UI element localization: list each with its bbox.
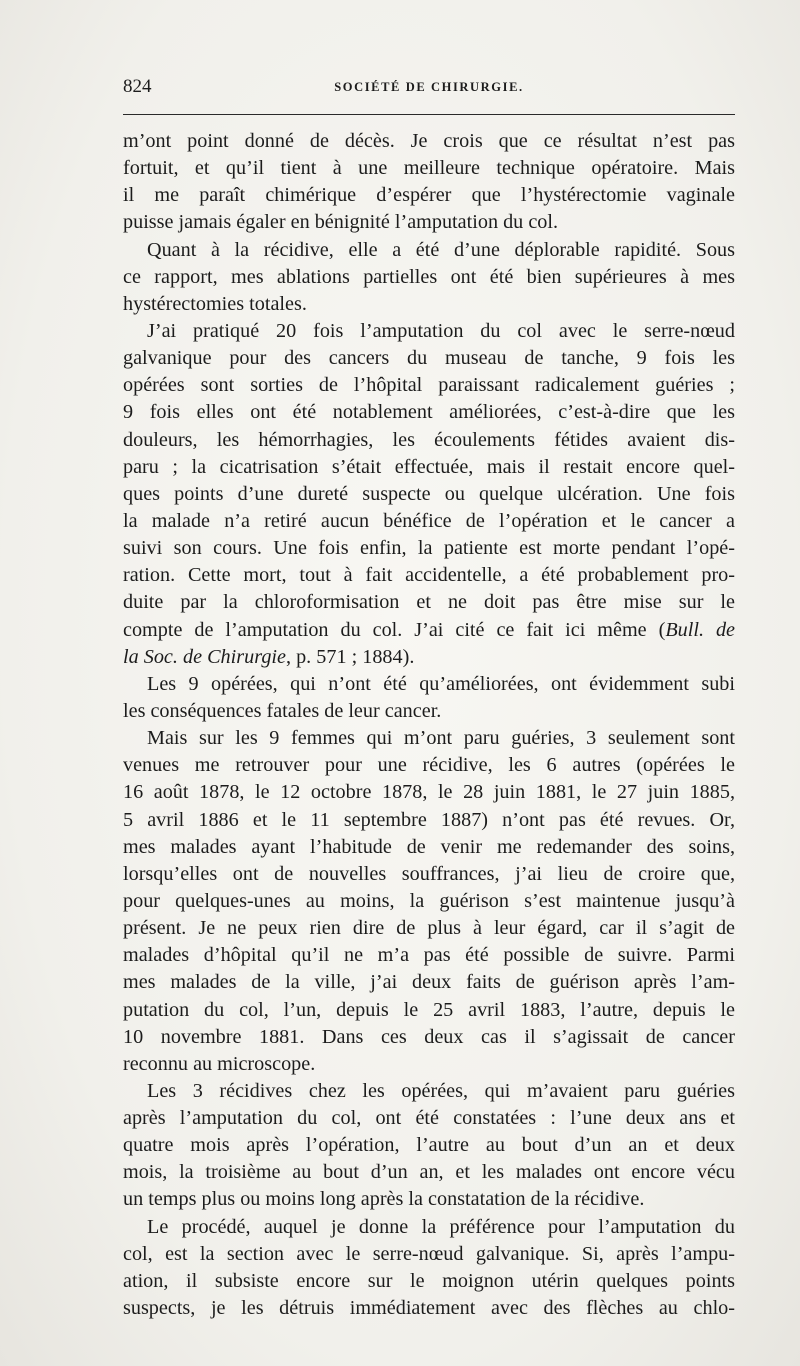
line-text: J’ai pratiqué 20 fois l’amputation du col avec le serre-nœud bbox=[147, 319, 735, 342]
line-text: hystérectomies totales. bbox=[123, 292, 307, 315]
line-text: paru ; la cicatrisation s’était effectuée, mais il restait encore quel- bbox=[123, 455, 735, 478]
text-line bbox=[123, 454, 735, 481]
text-line bbox=[123, 942, 735, 969]
text-line bbox=[123, 752, 735, 779]
line-text: douleurs, les hémorrhagies, les écoulements fétides avaient dis- bbox=[123, 428, 735, 451]
line-text: galvanique pour des cancers du museau de tanche, 9 fois les bbox=[123, 347, 735, 370]
line-text: puisse jamais égaler en bénignité l’amputation du col. bbox=[123, 211, 559, 234]
text-line bbox=[123, 834, 735, 861]
running-header bbox=[123, 76, 735, 102]
line-text: , p. 571 ; 1884). bbox=[285, 645, 415, 668]
text-line bbox=[123, 1078, 735, 1105]
text-line bbox=[123, 589, 735, 616]
line-text: après l’amputation du col, ont été constatées : l’une deux ans et bbox=[123, 1107, 735, 1130]
line-text: m’ont point donné de décès. Je crois que ce résultat n’est pas bbox=[123, 130, 735, 152]
line-text: suivi son cours. Une fois enfin, la patiente est morte pendant l’opé- bbox=[123, 537, 735, 560]
header-rule bbox=[123, 114, 735, 115]
text-line bbox=[123, 1295, 735, 1322]
line-text: un temps plus ou moins long après la constatation de la récidive. bbox=[123, 1188, 645, 1211]
line-text: lorsqu’elles ont de nouvelles souffrances, j’ai lieu de croire que, bbox=[123, 862, 735, 885]
line-text: ation, il subsiste encore sur le moignon utérin quelques points bbox=[123, 1269, 735, 1292]
text-line bbox=[123, 155, 735, 182]
line-text: pour quelques-unes au moins, la guérison s’est maintenue jusqu’à bbox=[123, 889, 735, 912]
line-text: ques points d’une dureté suspecte ou quelque ulcération. Une fois bbox=[123, 482, 735, 505]
text-line bbox=[123, 372, 735, 399]
line-text: Les 9 opérées, qui n’ont été qu’améliorées, ont évidemment subi bbox=[147, 672, 735, 695]
line-text: Le procédé, auquel je donne la préférence pour l’amputation du bbox=[147, 1215, 735, 1238]
text-line bbox=[123, 997, 735, 1024]
text-line bbox=[123, 237, 735, 264]
text-line bbox=[123, 1105, 735, 1132]
text-line bbox=[123, 399, 735, 426]
text-line bbox=[123, 969, 735, 996]
text-line bbox=[123, 535, 735, 562]
text-line bbox=[123, 345, 735, 372]
text-line bbox=[123, 1024, 735, 1051]
text-line bbox=[123, 698, 735, 725]
line-text: suspects, je les détruis immédiatement avec des flèches au chlo- bbox=[123, 1297, 735, 1320]
text-line bbox=[123, 1214, 735, 1241]
line-text: présent. Je ne peux rien dire de plus à leur égard, car il s’agit de bbox=[123, 917, 735, 940]
line-text: 5 avril 1886 et le 11 septembre 1887) n’ont pas été revues. Or, bbox=[123, 808, 735, 831]
line-text: 16 août 1878, le 12 octobre 1878, le 28 juin 1881, le 27 juin 1885, bbox=[123, 781, 735, 804]
text-line bbox=[123, 1132, 735, 1159]
text-line bbox=[123, 671, 735, 698]
text-line bbox=[123, 807, 735, 834]
text-line bbox=[123, 861, 735, 888]
text-line bbox=[123, 562, 735, 589]
line-text: putation du col, l’un, depuis le 25 avril 1883, l’autre, depuis le bbox=[123, 998, 735, 1021]
text-line bbox=[123, 617, 735, 644]
line-text: Mais sur les 9 femmes qui m’ont paru guéries, 3 seulement sont bbox=[147, 727, 735, 750]
line-text: malades d’hôpital qu’il ne m’a pas été possible de suivre. Parmi bbox=[123, 944, 735, 967]
text-line bbox=[123, 264, 735, 291]
text-line bbox=[123, 128, 735, 155]
text-line bbox=[123, 508, 735, 535]
line-text: il me paraît chimérique d’espérer que l’hystérectomie vaginale bbox=[123, 184, 735, 207]
line-text: Les 3 récidives chez les opérées, qui m’avaient paru guéries bbox=[147, 1079, 735, 1102]
italic-text: la Soc. de Chirurgie bbox=[123, 645, 286, 668]
text-line bbox=[123, 318, 735, 345]
text-line bbox=[123, 182, 735, 209]
text-line bbox=[123, 1268, 735, 1295]
text-line bbox=[123, 915, 735, 942]
text-line bbox=[123, 427, 735, 454]
body-text bbox=[123, 128, 735, 1322]
running-title: SOCIÉTÉ DE CHIRURGIE. bbox=[334, 80, 524, 94]
line-text: col, est la section avec le serre-nœud galvanique. Si, après l’ampu- bbox=[123, 1242, 735, 1265]
text-line bbox=[123, 1159, 735, 1186]
text-line bbox=[123, 291, 735, 318]
text-line bbox=[123, 209, 735, 236]
line-text: reconnu au microscope. bbox=[123, 1052, 316, 1075]
text-line bbox=[123, 1186, 735, 1213]
line-text: fortuit, et qu’il tient à une meilleure technique opératoire. Mais bbox=[123, 157, 735, 180]
text-line bbox=[123, 779, 735, 806]
text-line bbox=[123, 725, 735, 752]
text-line bbox=[123, 1051, 735, 1078]
text-line bbox=[123, 481, 735, 508]
line-text: venues me retrouver pour une récidive, les 6 autres (opérées le bbox=[123, 754, 735, 777]
line-text: les conséquences fatales de leur cancer. bbox=[123, 699, 442, 722]
text-line bbox=[123, 1241, 735, 1268]
page-number: 824 bbox=[123, 76, 152, 97]
line-text: quatre mois après l’opération, l’autre au bout d’un an et deux bbox=[123, 1134, 735, 1157]
line-text: compte de l’amputation du col. J’ai cité ce fait ici même ( bbox=[123, 618, 666, 641]
line-text: mes malades ayant l’habitude de venir me redemander des soins, bbox=[123, 835, 735, 858]
line-text: ration. Cette mort, tout à fait accidentelle, a été probablement pro- bbox=[123, 564, 735, 587]
line-text: opérées sont sorties de l’hôpital paraissant radicalement guéries ; bbox=[123, 374, 735, 397]
line-text: ce rapport, mes ablations partielles ont été bien supérieures à mes bbox=[123, 265, 735, 288]
line-text: mes malades de la ville, j’ai deux faits de guérison après l’am- bbox=[123, 971, 735, 994]
line-text: duite par la chloroformisation et ne doit pas être mise sur le bbox=[123, 591, 735, 614]
italic-text: Bull. de bbox=[665, 618, 735, 641]
text-line bbox=[123, 644, 735, 671]
line-text: Quant à la récidive, elle a été d’une déplorable rapidité. Sous bbox=[147, 238, 735, 261]
text-line bbox=[123, 888, 735, 915]
line-text: mois, la troisième au bout d’un an, et les malades ont encore vécu bbox=[123, 1161, 735, 1184]
line-text: la malade n’a retiré aucun bénéfice de l’opération et le cancer a bbox=[123, 509, 735, 532]
line-text: 9 fois elles ont été notablement améliorées, c’est-à-dire que les bbox=[123, 401, 735, 424]
line-text: 10 novembre 1881. Dans ces deux cas il s’agissait de cancer bbox=[123, 1025, 735, 1048]
